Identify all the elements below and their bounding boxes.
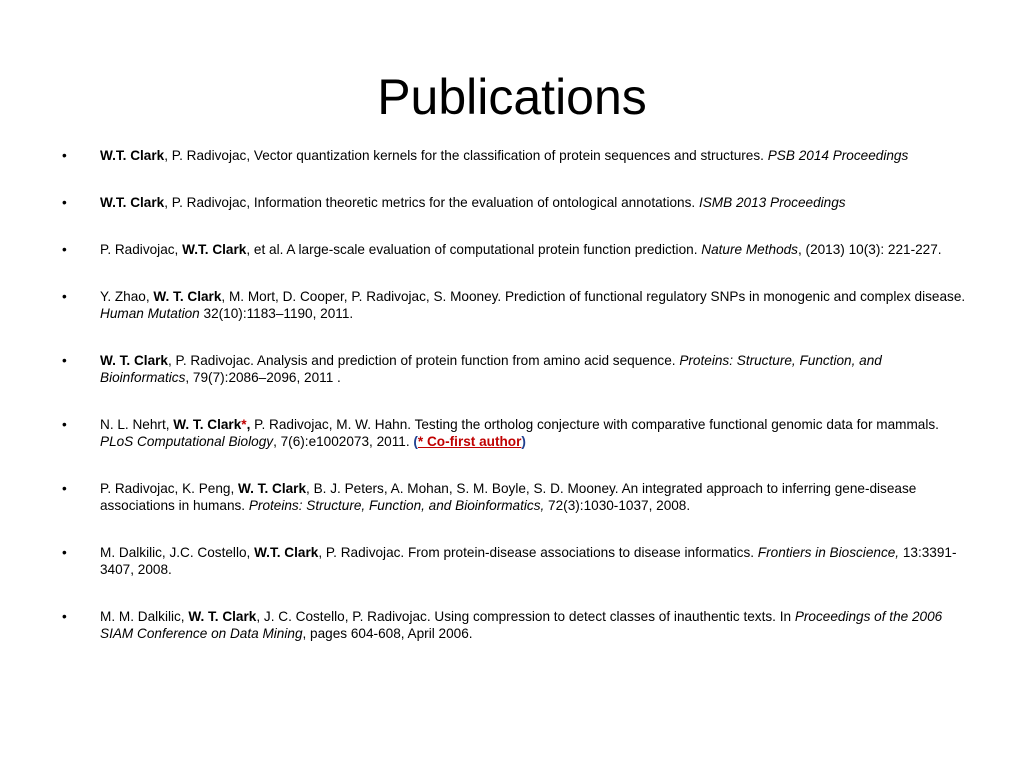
publication-item	[62, 608, 967, 642]
author-highlight: W.T. Clark	[254, 545, 319, 560]
citation-text: , et al. A large-scale evaluation of computational protein function prediction.	[246, 242, 702, 257]
citation-details: , pages 604-608, April 2006.	[302, 626, 473, 641]
citation-text: , P. Radivojac, Information theoretic metrics for the evaluation of ontological annotations.	[164, 195, 699, 210]
publication-list	[62, 147, 967, 672]
slide-title: Publications	[377, 69, 647, 125]
venue: PSB 2014 Proceedings	[767, 148, 909, 163]
note-open-paren: (	[413, 434, 418, 449]
publication-item	[62, 288, 967, 322]
author-highlight: W. T. Clark	[238, 481, 307, 496]
venue: Nature Methods	[701, 242, 798, 257]
citation-text: P. Radivojac, K. Peng,	[100, 481, 239, 496]
publication-item	[62, 241, 967, 258]
author-highlight: W.T. Clark	[100, 195, 165, 210]
author-highlight: W.T. Clark	[100, 148, 165, 163]
citation-text: N. L. Nehrt,	[100, 417, 174, 432]
co-first-author-note: * Co-first author	[417, 434, 522, 449]
author-highlight: W. T. Clark	[153, 289, 222, 304]
citation-text: P. Radivojac, M. W. Hahn. Testing the ortholog conjecture with comparative functional genomic data for mammals.	[250, 417, 939, 432]
publication-item	[62, 194, 967, 211]
author-highlight: W. T. Clark	[188, 609, 257, 624]
venue: Proceedings of the 2006 SIAM Conference on Data Mining	[100, 609, 943, 641]
citation-details: , 79(7):2086–2096, 2011 .	[185, 370, 341, 385]
citation-text: , J. C. Costello, P. Radivojac. Using compression to detect classes of inauthentic texts. In	[256, 609, 795, 624]
bullet-icon: •	[62, 353, 67, 368]
author-highlight: W. T. Clark	[100, 353, 168, 368]
citation-details: 32(10):1183–1190, 2011.	[199, 306, 354, 321]
bullet-icon: •	[62, 609, 67, 624]
citation-text: M. M. Dalkilic,	[100, 609, 189, 624]
venue: ISMB 2013 Proceedings	[698, 195, 846, 210]
citation-text: , B. J. Peters, A. Mohan, S. M. Boyle, S. D. Mooney. An integrated approach to inferring gene-disease associations in humans.	[100, 481, 917, 513]
venue: Proteins: Structure, Function, and Bioinformatics,	[248, 498, 545, 513]
bullet-icon: •	[62, 289, 67, 304]
venue: Frontiers in Bioscience,	[757, 545, 900, 560]
venue: Proteins: Structure, Function, and Bioinformatics	[100, 353, 882, 385]
citation-text: M. Dalkilic, J.C. Costello,	[100, 545, 255, 560]
bullet-icon: •	[62, 417, 67, 432]
venue: PLoS Computational Biology	[100, 434, 274, 449]
publication-item	[62, 416, 967, 450]
bullet-icon: •	[62, 148, 67, 163]
citation-details: , (2013) 10(3): 221-227.	[797, 242, 942, 257]
citation-details: 13:3391-3407, 2008.	[100, 545, 957, 577]
bullet-icon: •	[62, 242, 67, 257]
author-highlight: W. T. Clark	[173, 417, 242, 432]
citation-text: , P. Radivojac. Analysis and prediction of protein function from amino acid sequence.	[168, 353, 680, 368]
note-close-paren: )	[521, 434, 526, 449]
publication-item	[62, 352, 967, 386]
publication-item	[62, 544, 967, 578]
co-first-star: *	[241, 417, 247, 432]
bullet-icon: •	[62, 195, 67, 210]
citation-details: , 7(6):e1002073, 2011.	[273, 434, 414, 449]
author-highlight: W.T. Clark	[182, 242, 247, 257]
citation-text: P. Radivojac,	[100, 242, 183, 257]
bullet-icon: •	[62, 481, 67, 496]
citation-text: , M. Mort, D. Cooper, P. Radivojac, S. Mooney. Prediction of functional regulatory SNPs in monogenic and complex disease.	[221, 289, 966, 304]
publication-item	[62, 480, 967, 514]
citation-text: , P. Radivojac, Vector quantization kernels for the classification of protein sequences and structures.	[164, 148, 768, 163]
publication-item	[62, 147, 967, 164]
citation-text: Y. Zhao,	[100, 289, 154, 304]
bullet-icon: •	[62, 545, 67, 560]
citation-text: , P. Radivojac. From protein-disease associations to disease informatics.	[318, 545, 758, 560]
citation-details: 72(3):1030-1037, 2008.	[544, 498, 691, 513]
venue: Human Mutation	[100, 306, 200, 321]
comma: ,	[246, 417, 251, 432]
